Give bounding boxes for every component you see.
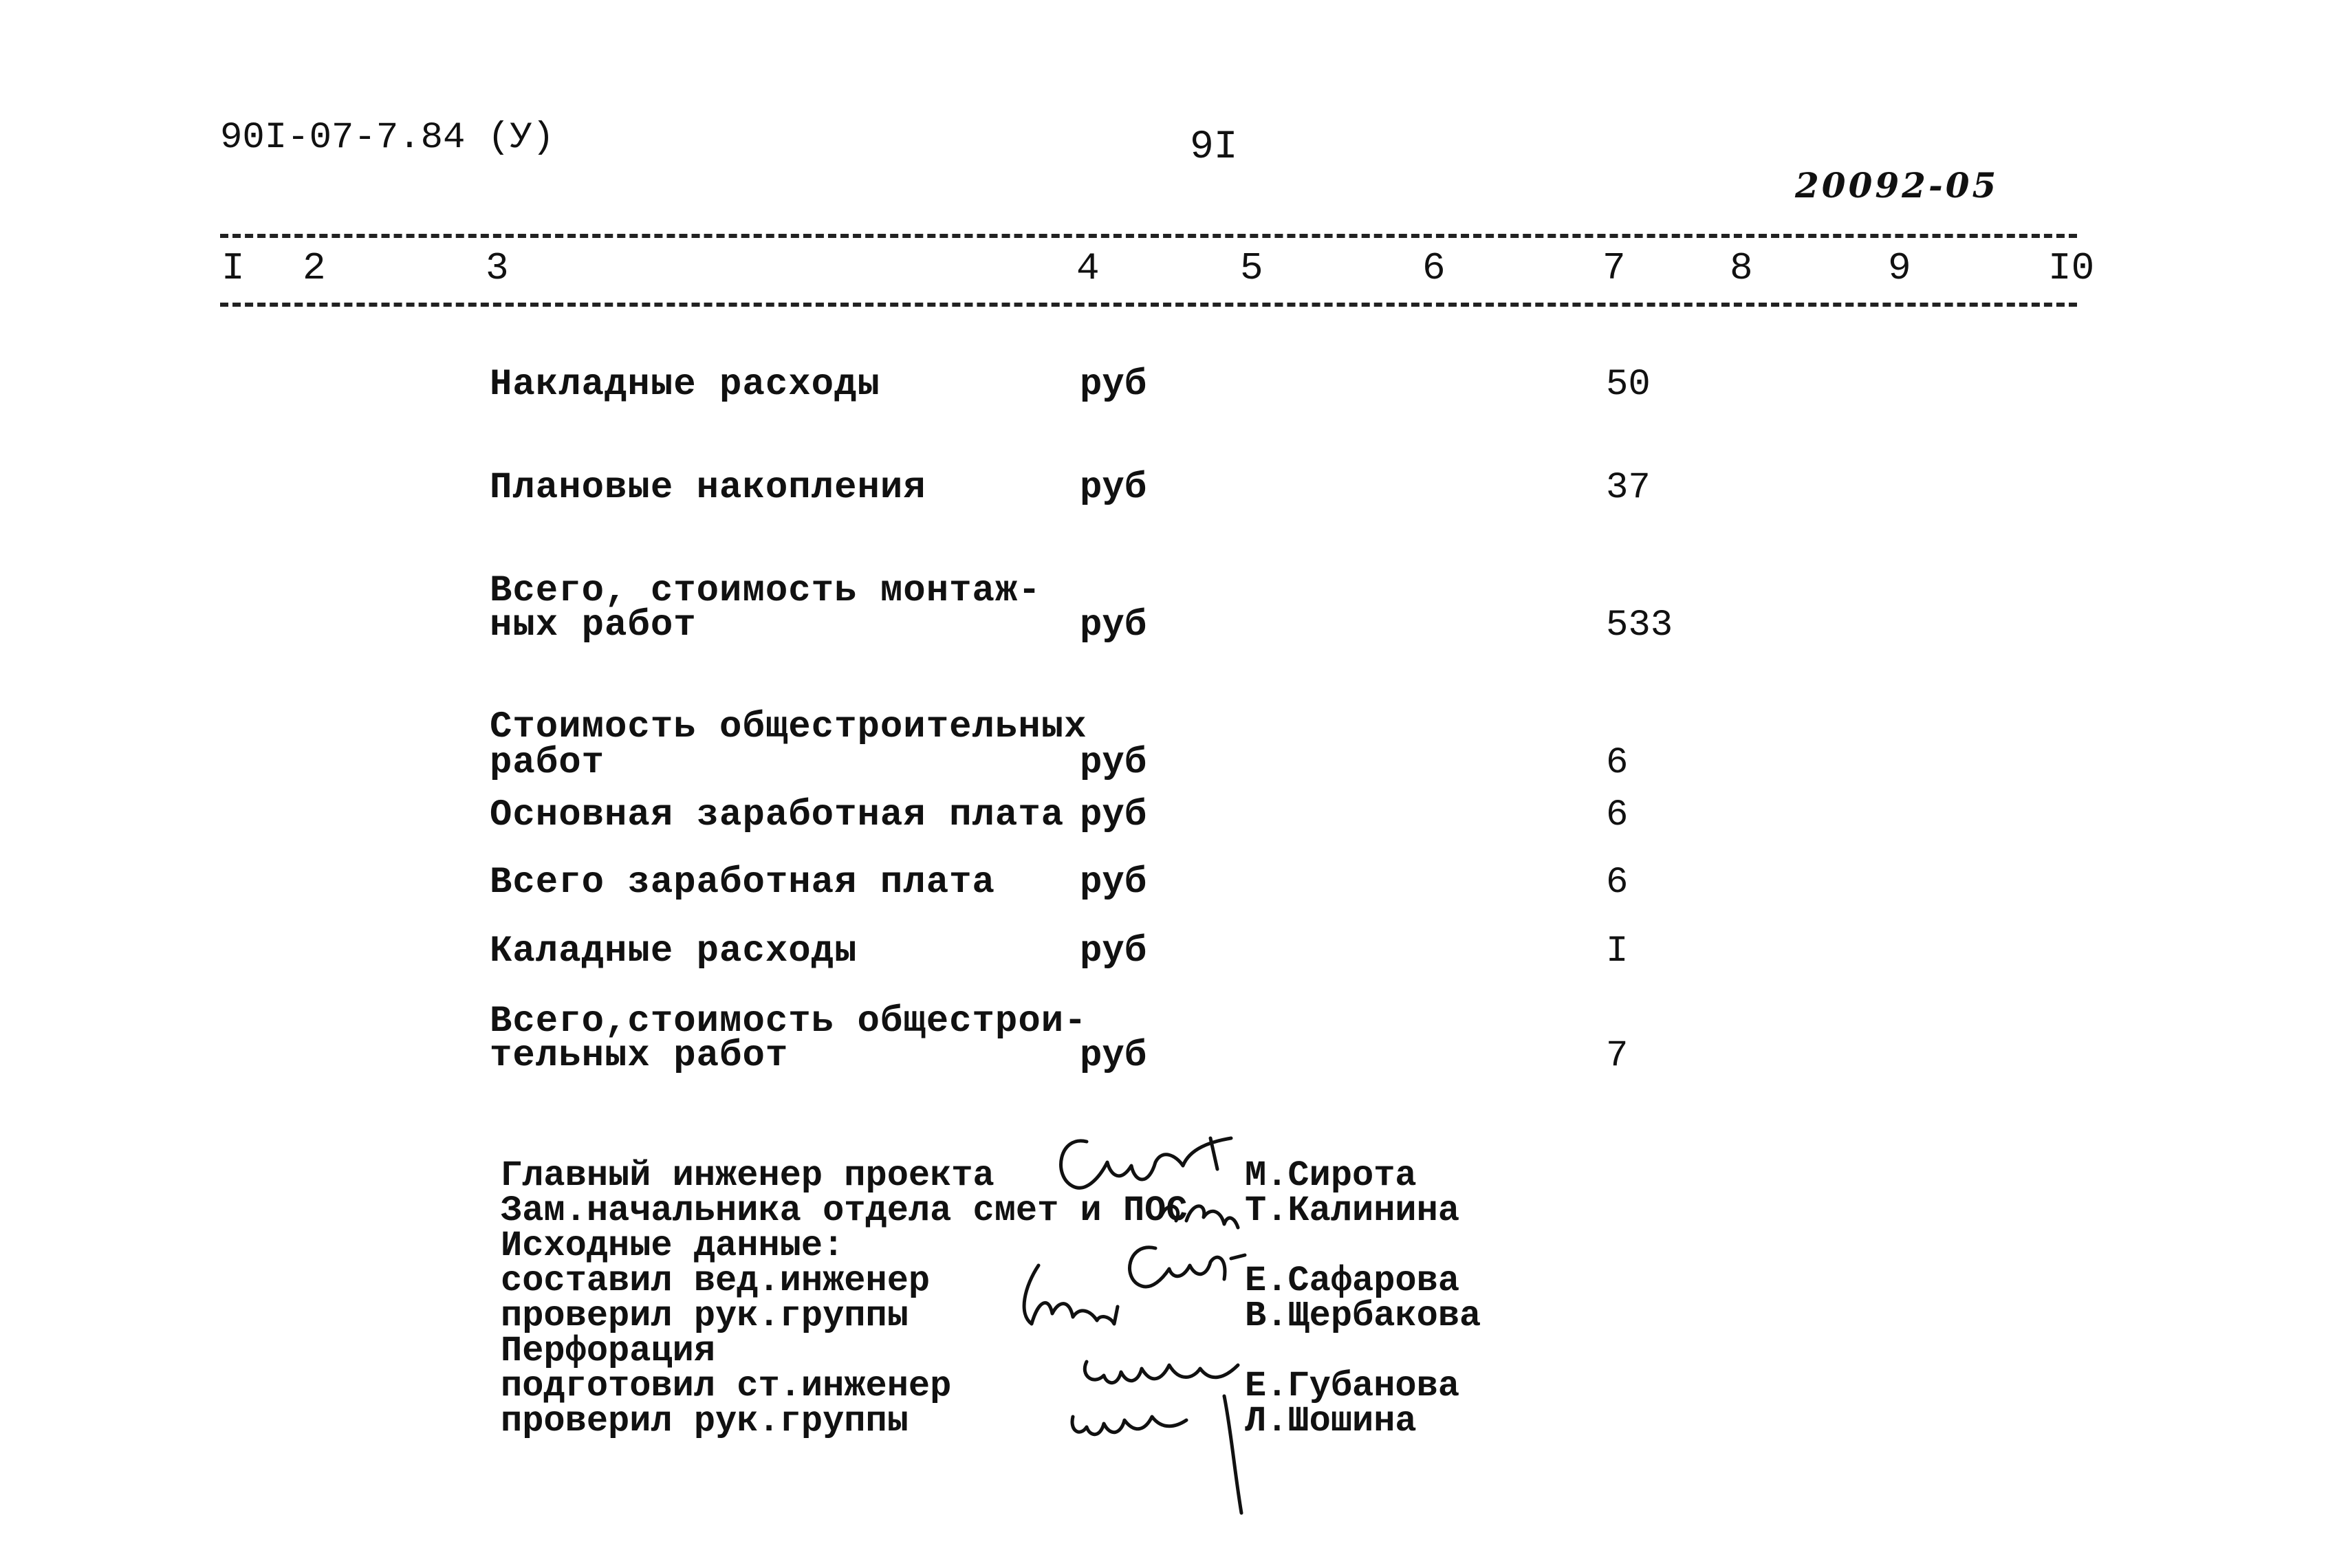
- row-label: Всего заработная плата: [490, 862, 995, 904]
- signature-scribble-deputy: [1155, 1186, 1245, 1234]
- row-value: 6: [1606, 742, 1629, 784]
- name-compiled-by: Е.Сафарова: [1245, 1261, 1460, 1301]
- row-label-continued: ных работ: [490, 605, 697, 646]
- row-label-continued: тельных работ: [490, 1035, 789, 1077]
- row-label: Стоимость общестроительных: [490, 706, 1087, 748]
- name-chief-engineer: М.Сирота: [1245, 1155, 1417, 1196]
- row-value: 37: [1606, 467, 1651, 509]
- column-number: 9: [1888, 246, 1911, 290]
- signature-scribble-compiled: [1114, 1238, 1252, 1300]
- row-label: Каладные расходы: [490, 930, 858, 972]
- role-checked-by-group: проверил рук.группы: [501, 1401, 909, 1441]
- row-unit: руб: [1080, 1035, 1147, 1077]
- row-unit: руб: [1080, 742, 1147, 784]
- row-label: Всего,стоимость общестрои-: [490, 1001, 1087, 1043]
- column-number: 8: [1730, 246, 1753, 290]
- column-number: 4: [1076, 246, 1100, 290]
- column-number: 2: [303, 246, 326, 290]
- row-unit: руб: [1080, 605, 1147, 646]
- column-number: I0: [2048, 246, 2095, 290]
- row-value: 6: [1606, 794, 1629, 836]
- source-data-heading: Исходные данные:: [501, 1226, 845, 1266]
- role-prepared-by: подготовил ст.инженер: [501, 1366, 952, 1406]
- row-value: I: [1606, 930, 1629, 972]
- name-deputy-head: Т.Калинина: [1245, 1190, 1460, 1231]
- row-label: Плановые накопления: [490, 467, 926, 509]
- row-label-continued: работ: [490, 742, 605, 784]
- row-label: Накладные расходы: [490, 364, 880, 406]
- header-rule-top: [220, 234, 2077, 238]
- row-value: 7: [1606, 1035, 1629, 1077]
- role-compiled-by: составил вед.инженер: [501, 1261, 931, 1301]
- role-checked-by: проверил рук.группы: [501, 1296, 909, 1336]
- row-unit: руб: [1080, 862, 1147, 904]
- name-checked-by-group: Л.Шошина: [1245, 1401, 1417, 1441]
- row-unit: руб: [1080, 930, 1147, 972]
- column-number: 7: [1602, 246, 1626, 290]
- perforation-heading: Перфорация: [501, 1331, 716, 1371]
- row-label: Всего, стоимость монтаж-: [490, 570, 1041, 612]
- column-number: 3: [486, 246, 509, 290]
- signature-scribble-checked: [1011, 1259, 1128, 1334]
- row-value: 50: [1606, 364, 1651, 406]
- header-rule-bottom: [220, 303, 2077, 307]
- role-deputy-head: Зам.начальника отдела смет и ПОС: [501, 1190, 1188, 1231]
- column-number: 6: [1422, 246, 1446, 290]
- page-number: 9I: [1190, 125, 1238, 170]
- column-number: 5: [1240, 246, 1263, 290]
- row-unit: руб: [1080, 794, 1147, 836]
- row-unit: руб: [1080, 364, 1147, 406]
- document-code: 90I-07-7.84 (У): [220, 117, 555, 159]
- signature-scribble-checked-group: [1059, 1389, 1265, 1527]
- row-value: 533: [1606, 605, 1673, 646]
- role-chief-engineer: Главный инженер проекта: [501, 1155, 994, 1196]
- row-label: Основная заработная плата: [490, 794, 1065, 836]
- row-value: 6: [1606, 862, 1629, 904]
- row-unit: руб: [1080, 467, 1147, 509]
- stamp-number: 20092-05: [1795, 165, 1999, 206]
- name-prepared-by: Е.Губанова: [1245, 1366, 1460, 1406]
- column-number: I: [221, 246, 245, 290]
- name-checked-by: В.Щербакова: [1245, 1296, 1481, 1336]
